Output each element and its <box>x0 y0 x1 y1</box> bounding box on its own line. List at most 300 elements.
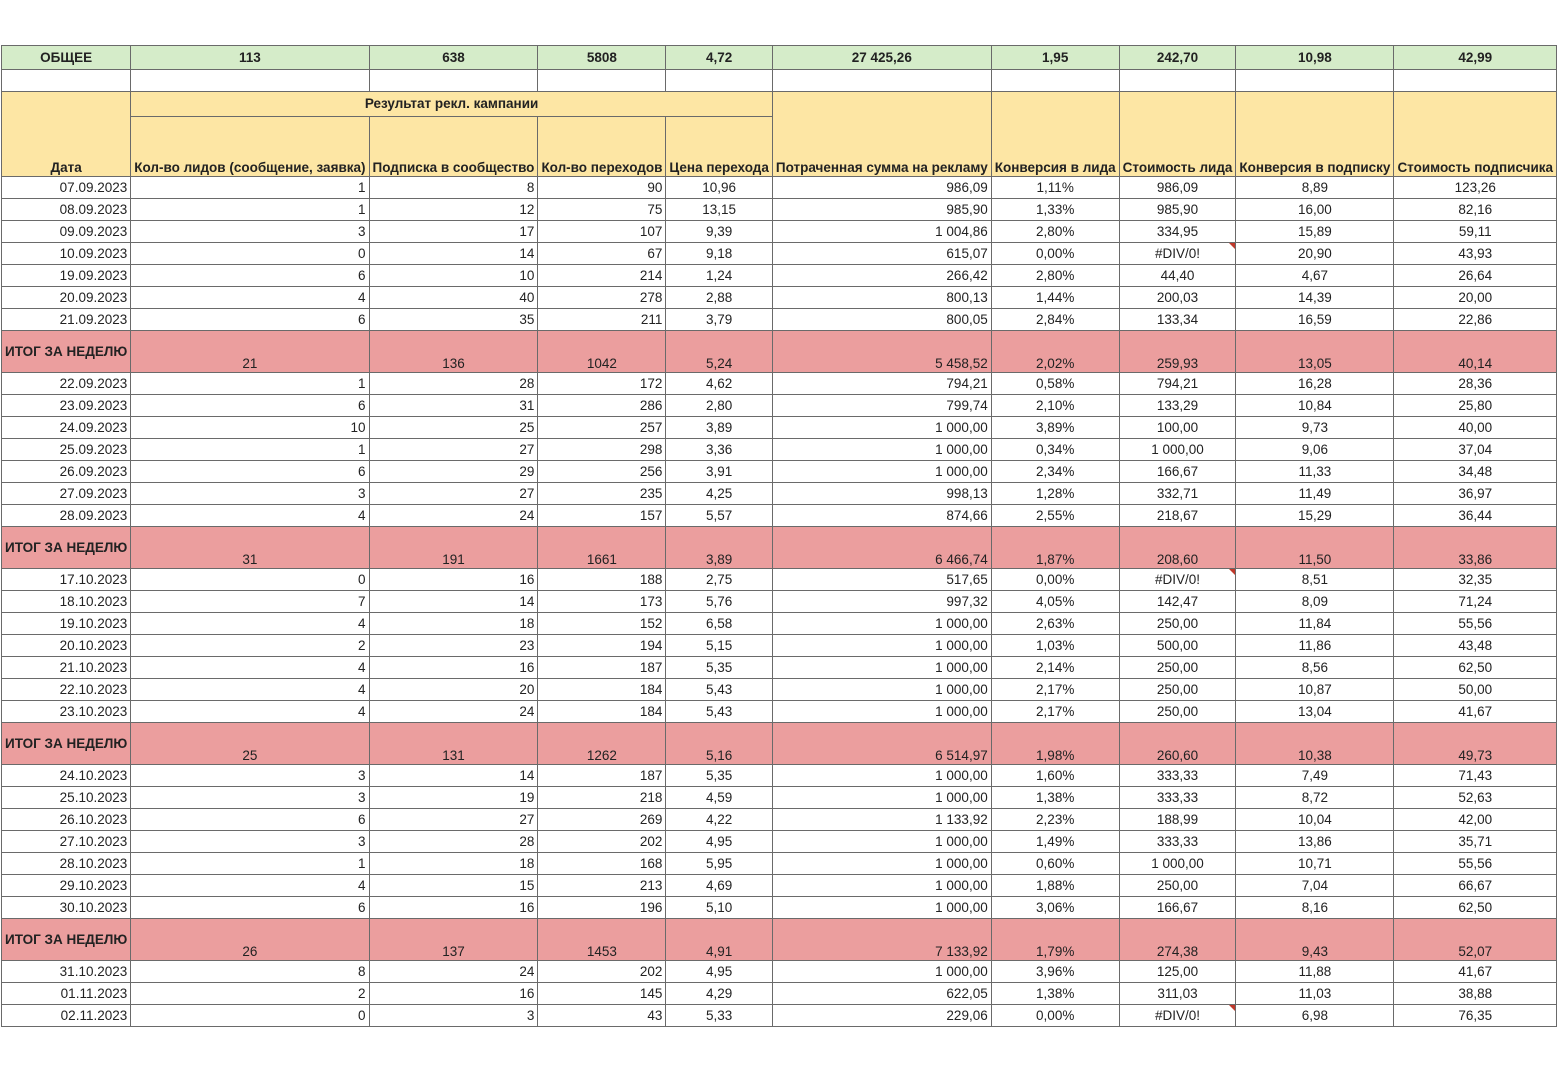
conv-sub-cell[interactable]: 16,28 <box>1236 373 1394 395</box>
subs-cell[interactable]: 17 <box>369 221 538 243</box>
spent-cell[interactable]: 1 000,00 <box>772 961 991 983</box>
weekly-conv-lead-cell[interactable]: 1,79% <box>991 919 1119 961</box>
sub-cost-cell[interactable]: 55,56 <box>1394 613 1557 635</box>
date-cell[interactable]: 23.09.2023 <box>2 395 131 417</box>
conv-lead-cell[interactable]: 1,88% <box>991 875 1119 897</box>
weekly-sub-cost-cell[interactable]: 33,86 <box>1394 527 1557 569</box>
subs-cell[interactable]: 27 <box>369 439 538 461</box>
header-subs[interactable]: Подписка в сообщество <box>369 117 538 177</box>
date-cell[interactable]: 07.09.2023 <box>2 177 131 199</box>
leads-cell[interactable]: 3 <box>131 483 369 505</box>
date-cell[interactable]: 24.09.2023 <box>2 417 131 439</box>
header-leads[interactable]: Кол-во лидов (сообщение, заявка) <box>131 117 369 177</box>
conv-sub-cell[interactable]: 9,73 <box>1236 417 1394 439</box>
sub-cost-cell[interactable]: 25,80 <box>1394 395 1557 417</box>
conv-lead-cell[interactable]: 0,00% <box>991 1005 1119 1027</box>
leads-cell[interactable]: 3 <box>131 765 369 787</box>
cpc-cell[interactable]: 5,43 <box>666 679 773 701</box>
conv-lead-cell[interactable]: 2,55% <box>991 505 1119 527</box>
conv-sub-cell[interactable]: 8,51 <box>1236 569 1394 591</box>
conv-sub-cell[interactable]: 11,49 <box>1236 483 1394 505</box>
spent-cell[interactable]: 986,09 <box>772 177 991 199</box>
date-cell[interactable]: 28.10.2023 <box>2 853 131 875</box>
weekly-clicks-cell[interactable]: 1042 <box>538 331 666 373</box>
conv-sub-cell[interactable]: 11,03 <box>1236 983 1394 1005</box>
sub-cost-cell[interactable]: 41,67 <box>1394 961 1557 983</box>
conv-sub-cell[interactable]: 8,16 <box>1236 897 1394 919</box>
cpc-cell[interactable]: 5,76 <box>666 591 773 613</box>
leads-cell[interactable]: 2 <box>131 983 369 1005</box>
header-conv-sub[interactable]: Конверсия в подписку <box>1236 92 1394 177</box>
sub-cost-cell[interactable]: 20,00 <box>1394 287 1557 309</box>
clicks-cell[interactable]: 278 <box>538 287 666 309</box>
weekly-subs-cell[interactable]: 136 <box>369 331 538 373</box>
header-campaign-results[interactable]: Результат рекл. кампании <box>131 92 773 117</box>
cpc-cell[interactable]: 13,15 <box>666 199 773 221</box>
weekly-sub-cost-cell[interactable]: 49,73 <box>1394 723 1557 765</box>
date-cell[interactable]: 17.10.2023 <box>2 569 131 591</box>
clicks-cell[interactable]: 188 <box>538 569 666 591</box>
lead-cost-cell[interactable]: 1 000,00 <box>1119 853 1236 875</box>
leads-cell[interactable]: 6 <box>131 897 369 919</box>
weekly-total-label[interactable]: ИТОГ ЗА НЕДЕЛЮ <box>2 919 131 961</box>
weekly-lead-cost-cell[interactable]: 260,60 <box>1119 723 1236 765</box>
conv-sub-cell[interactable]: 16,00 <box>1236 199 1394 221</box>
cpc-cell[interactable]: 3,91 <box>666 461 773 483</box>
sub-cost-cell[interactable]: 35,71 <box>1394 831 1557 853</box>
conv-lead-cell[interactable]: 2,10% <box>991 395 1119 417</box>
conv-lead-cell[interactable]: 0,34% <box>991 439 1119 461</box>
lead-cost-cell[interactable]: 986,09 <box>1119 177 1236 199</box>
sub-cost-cell[interactable]: 22,86 <box>1394 309 1557 331</box>
weekly-lead-cost-cell[interactable]: 208,60 <box>1119 527 1236 569</box>
sub-cost-cell[interactable]: 71,43 <box>1394 765 1557 787</box>
date-cell[interactable]: 25.10.2023 <box>2 787 131 809</box>
subs-cell[interactable]: 28 <box>369 373 538 395</box>
weekly-conv-lead-cell[interactable]: 2,02% <box>991 331 1119 373</box>
conv-lead-cell[interactable]: 0,00% <box>991 243 1119 265</box>
subs-cell[interactable]: 27 <box>369 809 538 831</box>
lead-cost-cell[interactable] <box>1119 243 1236 265</box>
leads-cell[interactable]: 1 <box>131 177 369 199</box>
cpc-cell[interactable]: 4,62 <box>666 373 773 395</box>
overall-total-subs[interactable]: 638 <box>369 46 538 70</box>
lead-cost-cell[interactable]: 250,00 <box>1119 657 1236 679</box>
date-cell[interactable]: 26.10.2023 <box>2 809 131 831</box>
sub-cost-cell[interactable]: 42,00 <box>1394 809 1557 831</box>
conv-lead-cell[interactable]: 1,11% <box>991 177 1119 199</box>
weekly-total-label[interactable]: ИТОГ ЗА НЕДЕЛЮ <box>2 723 131 765</box>
cpc-cell[interactable]: 2,88 <box>666 287 773 309</box>
date-cell[interactable]: 29.10.2023 <box>2 875 131 897</box>
subs-cell[interactable]: 8 <box>369 177 538 199</box>
cpc-cell[interactable]: 5,10 <box>666 897 773 919</box>
weekly-leads-cell[interactable]: 21 <box>131 331 369 373</box>
leads-cell[interactable]: 7 <box>131 591 369 613</box>
leads-cell[interactable]: 1 <box>131 199 369 221</box>
sub-cost-cell[interactable]: 76,35 <box>1394 1005 1557 1027</box>
sub-cost-cell[interactable]: 37,04 <box>1394 439 1557 461</box>
weekly-total-label[interactable]: ИТОГ ЗА НЕДЕЛЮ <box>2 331 131 373</box>
conv-sub-cell[interactable]: 9,06 <box>1236 439 1394 461</box>
conv-sub-cell[interactable]: 11,84 <box>1236 613 1394 635</box>
sub-cost-cell[interactable]: 41,67 <box>1394 701 1557 723</box>
spent-cell[interactable]: 874,66 <box>772 505 991 527</box>
weekly-spent-cell[interactable]: 6 466,74 <box>772 527 991 569</box>
lead-cost-cell[interactable]: 250,00 <box>1119 679 1236 701</box>
conv-sub-cell[interactable]: 8,72 <box>1236 787 1394 809</box>
subs-cell[interactable]: 40 <box>369 287 538 309</box>
leads-cell[interactable]: 6 <box>131 309 369 331</box>
blank-cell[interactable] <box>1119 70 1236 92</box>
conv-sub-cell[interactable]: 15,89 <box>1236 221 1394 243</box>
overall-total-sub-cost[interactable]: 42,99 <box>1394 46 1557 70</box>
lead-cost-cell[interactable]: 133,29 <box>1119 395 1236 417</box>
weekly-cpc-cell[interactable]: 5,16 <box>666 723 773 765</box>
cpc-cell[interactable]: 3,36 <box>666 439 773 461</box>
clicks-cell[interactable]: 211 <box>538 309 666 331</box>
spent-cell[interactable]: 1 000,00 <box>772 461 991 483</box>
conv-lead-cell[interactable]: 1,38% <box>991 983 1119 1005</box>
leads-cell[interactable]: 6 <box>131 809 369 831</box>
date-cell[interactable]: 02.11.2023 <box>2 1005 131 1027</box>
subs-cell[interactable]: 19 <box>369 787 538 809</box>
conv-lead-cell[interactable]: 1,60% <box>991 765 1119 787</box>
sub-cost-cell[interactable]: 71,24 <box>1394 591 1557 613</box>
lead-cost-cell[interactable]: 200,03 <box>1119 287 1236 309</box>
subs-cell[interactable]: 28 <box>369 831 538 853</box>
date-cell[interactable]: 27.10.2023 <box>2 831 131 853</box>
leads-cell[interactable]: 6 <box>131 461 369 483</box>
subs-cell[interactable]: 16 <box>369 657 538 679</box>
cpc-cell[interactable]: 4,95 <box>666 961 773 983</box>
conv-lead-cell[interactable]: 3,96% <box>991 961 1119 983</box>
weekly-conv-sub-cell[interactable]: 9,43 <box>1236 919 1394 961</box>
clicks-cell[interactable]: 145 <box>538 983 666 1005</box>
weekly-spent-cell[interactable]: 6 514,97 <box>772 723 991 765</box>
weekly-conv-sub-cell[interactable]: 10,38 <box>1236 723 1394 765</box>
conv-sub-cell[interactable]: 8,89 <box>1236 177 1394 199</box>
lead-cost-cell[interactable]: 794,21 <box>1119 373 1236 395</box>
weekly-lead-cost-cell[interactable]: 274,38 <box>1119 919 1236 961</box>
spent-cell[interactable]: 622,05 <box>772 983 991 1005</box>
conv-lead-cell[interactable]: 2,80% <box>991 265 1119 287</box>
lead-cost-cell[interactable] <box>1119 1005 1236 1027</box>
leads-cell[interactable]: 4 <box>131 679 369 701</box>
clicks-cell[interactable]: 196 <box>538 897 666 919</box>
spent-cell[interactable]: 1 000,00 <box>772 657 991 679</box>
clicks-cell[interactable]: 214 <box>538 265 666 287</box>
overall-total-cpc[interactable]: 4,72 <box>666 46 773 70</box>
conv-sub-cell[interactable]: 11,86 <box>1236 635 1394 657</box>
conv-lead-cell[interactable]: 2,84% <box>991 309 1119 331</box>
sub-cost-cell[interactable]: 34,48 <box>1394 461 1557 483</box>
conv-lead-cell[interactable]: 0,00% <box>991 569 1119 591</box>
overall-total-conv-sub[interactable]: 10,98 <box>1236 46 1394 70</box>
overall-total-clicks[interactable]: 5808 <box>538 46 666 70</box>
clicks-cell[interactable]: 184 <box>538 701 666 723</box>
overall-total-lead-cost[interactable]: 242,70 <box>1119 46 1236 70</box>
spent-cell[interactable]: 1 133,92 <box>772 809 991 831</box>
sub-cost-cell[interactable]: 82,16 <box>1394 199 1557 221</box>
blank-cell[interactable] <box>666 70 773 92</box>
conv-sub-cell[interactable]: 11,33 <box>1236 461 1394 483</box>
overall-total-conv-lead[interactable]: 1,95 <box>991 46 1119 70</box>
date-cell[interactable]: 09.09.2023 <box>2 221 131 243</box>
date-cell[interactable]: 22.09.2023 <box>2 373 131 395</box>
conv-lead-cell[interactable]: 1,03% <box>991 635 1119 657</box>
overall-total-label[interactable]: ОБЩЕЕ <box>2 46 131 70</box>
conv-lead-cell[interactable]: 3,06% <box>991 897 1119 919</box>
spent-cell[interactable]: 794,21 <box>772 373 991 395</box>
subs-cell[interactable]: 31 <box>369 395 538 417</box>
cpc-cell[interactable]: 4,29 <box>666 983 773 1005</box>
cpc-cell[interactable]: 2,75 <box>666 569 773 591</box>
weekly-cpc-cell[interactable]: 4,91 <box>666 919 773 961</box>
sub-cost-cell[interactable]: 40,00 <box>1394 417 1557 439</box>
leads-cell[interactable]: 6 <box>131 395 369 417</box>
lead-cost-cell[interactable]: 333,33 <box>1119 787 1236 809</box>
cpc-cell[interactable]: 9,18 <box>666 243 773 265</box>
conv-sub-cell[interactable]: 13,04 <box>1236 701 1394 723</box>
subs-cell[interactable]: 25 <box>369 417 538 439</box>
spent-cell[interactable]: 1 004,86 <box>772 221 991 243</box>
spent-cell[interactable]: 998,13 <box>772 483 991 505</box>
weekly-conv-sub-cell[interactable]: 13,05 <box>1236 331 1394 373</box>
subs-cell[interactable]: 35 <box>369 309 538 331</box>
weekly-cpc-cell[interactable]: 5,24 <box>666 331 773 373</box>
subs-cell[interactable]: 10 <box>369 265 538 287</box>
overall-total-spent[interactable]: 27 425,26 <box>772 46 991 70</box>
date-cell[interactable]: 20.09.2023 <box>2 287 131 309</box>
spent-cell[interactable]: 517,65 <box>772 569 991 591</box>
clicks-cell[interactable]: 107 <box>538 221 666 243</box>
conv-sub-cell[interactable]: 20,90 <box>1236 243 1394 265</box>
cpc-cell[interactable]: 9,39 <box>666 221 773 243</box>
date-cell[interactable]: 19.10.2023 <box>2 613 131 635</box>
leads-cell[interactable]: 10 <box>131 417 369 439</box>
spent-cell[interactable]: 1 000,00 <box>772 613 991 635</box>
clicks-cell[interactable]: 257 <box>538 417 666 439</box>
sub-cost-cell[interactable]: 43,48 <box>1394 635 1557 657</box>
weekly-subs-cell[interactable]: 191 <box>369 527 538 569</box>
lead-cost-cell[interactable]: 100,00 <box>1119 417 1236 439</box>
spent-cell[interactable]: 985,90 <box>772 199 991 221</box>
cpc-cell[interactable]: 4,95 <box>666 831 773 853</box>
clicks-cell[interactable]: 67 <box>538 243 666 265</box>
subs-cell[interactable]: 18 <box>369 613 538 635</box>
lead-cost-cell[interactable]: 333,33 <box>1119 765 1236 787</box>
spent-cell[interactable]: 1 000,00 <box>772 635 991 657</box>
sub-cost-cell[interactable]: 28,36 <box>1394 373 1557 395</box>
cpc-cell[interactable]: 4,59 <box>666 787 773 809</box>
date-cell[interactable]: 25.09.2023 <box>2 439 131 461</box>
date-cell[interactable]: 21.09.2023 <box>2 309 131 331</box>
leads-cell[interactable]: 3 <box>131 787 369 809</box>
sub-cost-cell[interactable]: 123,26 <box>1394 177 1557 199</box>
clicks-cell[interactable]: 218 <box>538 787 666 809</box>
date-cell[interactable]: 26.09.2023 <box>2 461 131 483</box>
clicks-cell[interactable]: 286 <box>538 395 666 417</box>
conv-sub-cell[interactable]: 16,59 <box>1236 309 1394 331</box>
lead-cost-cell[interactable]: 250,00 <box>1119 613 1236 635</box>
conv-sub-cell[interactable]: 8,09 <box>1236 591 1394 613</box>
clicks-cell[interactable]: 269 <box>538 809 666 831</box>
conv-lead-cell[interactable]: 2,17% <box>991 679 1119 701</box>
date-cell[interactable]: 27.09.2023 <box>2 483 131 505</box>
conv-lead-cell[interactable]: 2,63% <box>991 613 1119 635</box>
cpc-cell[interactable]: 5,35 <box>666 657 773 679</box>
lead-cost-cell[interactable]: 166,67 <box>1119 897 1236 919</box>
date-cell[interactable]: 18.10.2023 <box>2 591 131 613</box>
conv-sub-cell[interactable]: 8,56 <box>1236 657 1394 679</box>
date-cell[interactable]: 20.10.2023 <box>2 635 131 657</box>
blank-cell[interactable] <box>1394 70 1557 92</box>
lead-cost-cell[interactable]: 133,34 <box>1119 309 1236 331</box>
weekly-leads-cell[interactable]: 26 <box>131 919 369 961</box>
weekly-spent-cell[interactable]: 5 458,52 <box>772 331 991 373</box>
subs-cell[interactable]: 20 <box>369 679 538 701</box>
sub-cost-cell[interactable]: 38,88 <box>1394 983 1557 1005</box>
leads-cell[interactable]: 4 <box>131 613 369 635</box>
spent-cell[interactable]: 1 000,00 <box>772 875 991 897</box>
clicks-cell[interactable]: 172 <box>538 373 666 395</box>
weekly-clicks-cell[interactable]: 1453 <box>538 919 666 961</box>
cpc-cell[interactable]: 4,25 <box>666 483 773 505</box>
weekly-leads-cell[interactable]: 31 <box>131 527 369 569</box>
header-conv-lead[interactable]: Конверсия в лида <box>991 92 1119 177</box>
subs-cell[interactable]: 14 <box>369 243 538 265</box>
blank-cell[interactable] <box>991 70 1119 92</box>
conv-sub-cell[interactable]: 14,39 <box>1236 287 1394 309</box>
spent-cell[interactable]: 1 000,00 <box>772 831 991 853</box>
blank-cell[interactable] <box>772 70 991 92</box>
spent-cell[interactable]: 1 000,00 <box>772 417 991 439</box>
leads-cell[interactable]: 0 <box>131 569 369 591</box>
subs-cell[interactable]: 3 <box>369 1005 538 1027</box>
sub-cost-cell[interactable]: 32,35 <box>1394 569 1557 591</box>
lead-cost-cell[interactable]: 142,47 <box>1119 591 1236 613</box>
cpc-cell[interactable]: 5,57 <box>666 505 773 527</box>
spent-cell[interactable]: 800,05 <box>772 309 991 331</box>
conv-lead-cell[interactable]: 1,44% <box>991 287 1119 309</box>
date-cell[interactable]: 30.10.2023 <box>2 897 131 919</box>
conv-sub-cell[interactable]: 10,87 <box>1236 679 1394 701</box>
cpc-cell[interactable]: 4,69 <box>666 875 773 897</box>
leads-cell[interactable]: 2 <box>131 635 369 657</box>
clicks-cell[interactable]: 90 <box>538 177 666 199</box>
weekly-conv-sub-cell[interactable]: 11,50 <box>1236 527 1394 569</box>
subs-cell[interactable]: 18 <box>369 853 538 875</box>
clicks-cell[interactable]: 298 <box>538 439 666 461</box>
conv-lead-cell[interactable]: 2,80% <box>991 221 1119 243</box>
cpc-cell[interactable]: 2,80 <box>666 395 773 417</box>
leads-cell[interactable]: 4 <box>131 287 369 309</box>
leads-cell[interactable]: 3 <box>131 831 369 853</box>
conv-lead-cell[interactable]: 3,89% <box>991 417 1119 439</box>
clicks-cell[interactable]: 168 <box>538 853 666 875</box>
date-cell[interactable]: 10.09.2023 <box>2 243 131 265</box>
cpc-cell[interactable]: 5,33 <box>666 1005 773 1027</box>
lead-cost-cell[interactable]: 500,00 <box>1119 635 1236 657</box>
lead-cost-cell[interactable]: 250,00 <box>1119 875 1236 897</box>
conv-sub-cell[interactable]: 13,86 <box>1236 831 1394 853</box>
conv-lead-cell[interactable]: 1,28% <box>991 483 1119 505</box>
conv-lead-cell[interactable]: 2,34% <box>991 461 1119 483</box>
leads-cell[interactable]: 1 <box>131 439 369 461</box>
date-cell[interactable]: 19.09.2023 <box>2 265 131 287</box>
date-cell[interactable]: 24.10.2023 <box>2 765 131 787</box>
leads-cell[interactable]: 1 <box>131 853 369 875</box>
date-cell[interactable]: 31.10.2023 <box>2 961 131 983</box>
header-lead-cost[interactable]: Стоимость лида <box>1119 92 1236 177</box>
leads-cell[interactable]: 3 <box>131 221 369 243</box>
weekly-leads-cell[interactable]: 25 <box>131 723 369 765</box>
clicks-cell[interactable]: 184 <box>538 679 666 701</box>
weekly-sub-cost-cell[interactable]: 40,14 <box>1394 331 1557 373</box>
leads-cell[interactable]: 4 <box>131 505 369 527</box>
spent-cell[interactable]: 1 000,00 <box>772 679 991 701</box>
clicks-cell[interactable]: 235 <box>538 483 666 505</box>
lead-cost-cell[interactable]: 1 000,00 <box>1119 439 1236 461</box>
date-cell[interactable]: 01.11.2023 <box>2 983 131 1005</box>
conv-sub-cell[interactable]: 10,04 <box>1236 809 1394 831</box>
blank-cell[interactable] <box>2 70 131 92</box>
overall-total-leads[interactable]: 113 <box>131 46 369 70</box>
sub-cost-cell[interactable]: 55,56 <box>1394 853 1557 875</box>
weekly-conv-lead-cell[interactable]: 1,98% <box>991 723 1119 765</box>
cpc-cell[interactable]: 1,24 <box>666 265 773 287</box>
spent-cell[interactable]: 799,74 <box>772 395 991 417</box>
subs-cell[interactable]: 16 <box>369 897 538 919</box>
conv-sub-cell[interactable]: 11,88 <box>1236 961 1394 983</box>
subs-cell[interactable]: 24 <box>369 505 538 527</box>
subs-cell[interactable]: 16 <box>369 983 538 1005</box>
cpc-cell[interactable]: 5,95 <box>666 853 773 875</box>
sub-cost-cell[interactable]: 59,11 <box>1394 221 1557 243</box>
conv-lead-cell[interactable]: 1,49% <box>991 831 1119 853</box>
lead-cost-cell[interactable]: 332,71 <box>1119 483 1236 505</box>
lead-cost-cell[interactable]: 188,99 <box>1119 809 1236 831</box>
spent-cell[interactable]: 1 000,00 <box>772 787 991 809</box>
weekly-clicks-cell[interactable]: 1661 <box>538 527 666 569</box>
lead-cost-cell[interactable]: 166,67 <box>1119 461 1236 483</box>
conv-sub-cell[interactable]: 6,98 <box>1236 1005 1394 1027</box>
cpc-cell[interactable]: 10,96 <box>666 177 773 199</box>
comment-indicator-icon[interactable] <box>1229 1005 1235 1011</box>
spent-cell[interactable]: 1 000,00 <box>772 897 991 919</box>
spent-cell[interactable]: 229,06 <box>772 1005 991 1027</box>
weekly-clicks-cell[interactable]: 1262 <box>538 723 666 765</box>
weekly-spent-cell[interactable]: 7 133,92 <box>772 919 991 961</box>
conv-lead-cell[interactable]: 0,60% <box>991 853 1119 875</box>
header-spent[interactable]: Потраченная сумма на рекламу <box>772 92 991 177</box>
clicks-cell[interactable]: 152 <box>538 613 666 635</box>
date-cell[interactable]: 22.10.2023 <box>2 679 131 701</box>
leads-cell[interactable]: 0 <box>131 1005 369 1027</box>
subs-cell[interactable]: 14 <box>369 591 538 613</box>
conv-lead-cell[interactable]: 0,58% <box>991 373 1119 395</box>
weekly-total-label[interactable]: ИТОГ ЗА НЕДЕЛЮ <box>2 527 131 569</box>
header-sub-cost[interactable]: Стоимость подписчика <box>1394 92 1557 177</box>
subs-cell[interactable]: 23 <box>369 635 538 657</box>
leads-cell[interactable]: 1 <box>131 373 369 395</box>
spent-cell[interactable]: 800,13 <box>772 287 991 309</box>
clicks-cell[interactable]: 157 <box>538 505 666 527</box>
sub-cost-cell[interactable]: 36,97 <box>1394 483 1557 505</box>
clicks-cell[interactable]: 213 <box>538 875 666 897</box>
conv-sub-cell[interactable]: 7,04 <box>1236 875 1394 897</box>
